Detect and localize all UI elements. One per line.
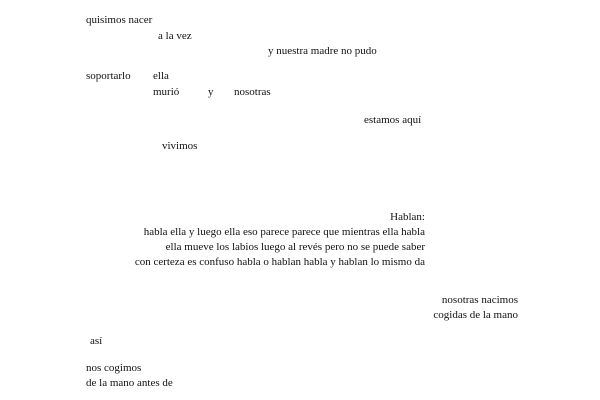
poem-line-estamos: estamos aquí	[364, 114, 422, 126]
poem-word-murio: murió	[153, 86, 180, 98]
poem-line-madre: y nuestra madre no pudo	[268, 45, 377, 57]
poem-hablan-line2: ella mueve los labios luego al revés pero no se puede saber	[165, 241, 425, 253]
poem-stanza-nacimos	[433, 293, 518, 323]
poem-line-de-la-mano: de la mano antes de	[86, 377, 173, 389]
poem-line-a-la-vez: a la vez	[158, 30, 192, 42]
poem-word-nosotras: nosotras	[234, 86, 271, 98]
poem-word-ella: ella	[153, 70, 169, 82]
poem-word-y: y	[208, 86, 214, 98]
poem-line-asi: así	[90, 335, 103, 347]
poem-word-soportarlo: soportarlo	[86, 70, 131, 82]
poem-hablan-line3: con certeza es confuso habla o hablan habla y hablan lo mismo da	[134, 256, 425, 268]
poem-stanza-hablan	[135, 210, 425, 270]
poem-nacimos-line2: cogidas de la mano	[433, 309, 518, 321]
poem-hablan-line1: habla ella y luego ella eso parece parece que mientras ella habla	[143, 226, 425, 238]
poem-hablan-title: Hablan:	[390, 211, 425, 223]
poem-nacimos-line1: nosotras nacimos	[441, 294, 518, 306]
poem-line-quisimos: quisimos nacer	[86, 14, 153, 26]
poem-line-vivimos: vivimos	[162, 140, 198, 152]
poem-line-nos-cogimos: nos cogimos	[86, 362, 142, 374]
